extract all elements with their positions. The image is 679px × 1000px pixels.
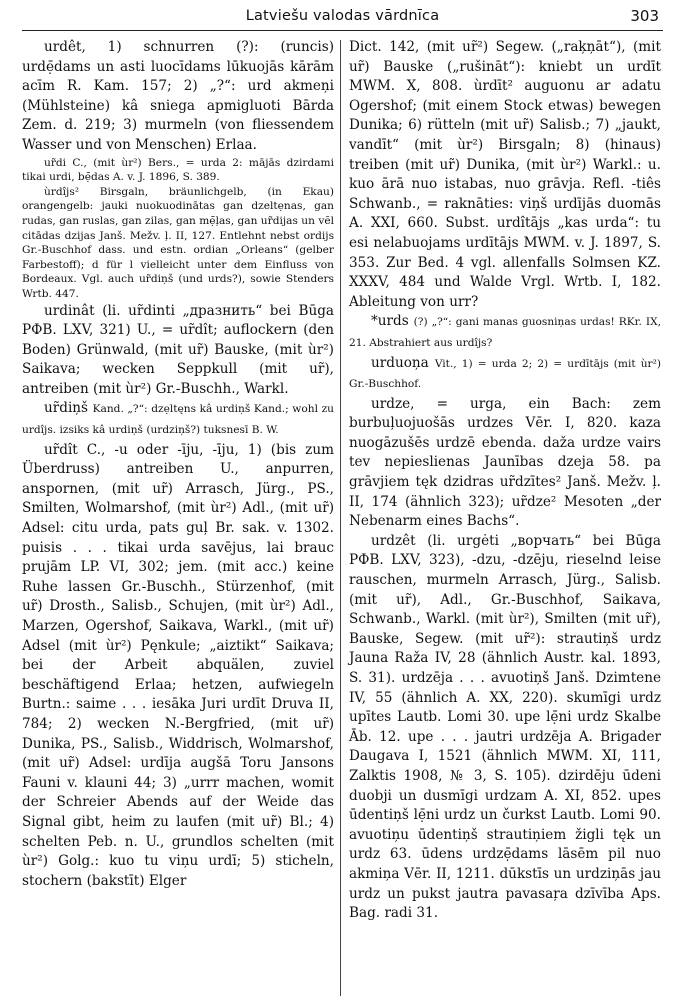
entry-urduona (349, 354, 661, 395)
entry-urdi: ur̃di C., (mit ùr²) Bers., = urda 2: mājās dzirdami tikai urdi, bẹ̄das A. v. J. 1896, S. 389. (22, 156, 334, 184)
entry-urdinat: urdinât (li. ur̃dinti „дразнить“ bei Būga РФВ. LXV, 321) U., = ur̃dît; auflockern (den Boden) Grünwald, (mit ur̃) Bauske, (mit ùr²) Saikava; wecken Seppkull (mit ur̃), antreiben (mit ùr²) Gr.-Buschh., Warkl. (22, 302, 334, 397)
entry-urdins (22, 399, 334, 440)
page-number: 303 (630, 7, 659, 25)
left-column (22, 38, 340, 996)
headword-urdins: ur̃diņš (44, 400, 93, 417)
entry-urds (349, 312, 661, 353)
page-header (22, 0, 663, 36)
running-title: Latviešu valodas vārdnīca (245, 8, 440, 24)
entry-urdzet: urdzêt (li. urgėti „ворчать“ bei Būga РФВ. LXV, 323), -dzu, -dzēju, rieselnd leise rauschen, murmeln Arrasch, Jürg., Salisb. (mit ur̃), Adl., Gr.-Buschhof, Saikava, Schwanb., Warkl. (mit ùr²), Smilten (mit ur̃), Bauske, Segew. (mit ur̃²): strautiņš urdz Jauna Raža IV, 28 (ähnlich Austr. kal. 1893, S. 31). urdzēja . . . avuotiņš Janš. Dzimtene IV, 55 (ähnlich A. XX, 220). skumīgi urdz upītes Lautb. Lomi 30. upe lẹ̄ni urdz Skalbe Āb. 12. upe . . . jautri urdzēja A. Brigader Daugava I, 1521 (ähnlich MWM. XI, 111, Zalktis 1908, № 3, S. 105). dzirdēju ūdeni duobji un dusmīgi urdzam A. XI, 852. upes ūdentiņš lẹ̄ni urdz un čurkst Lautb. Lomi 90. avuotiņu ūdentiņš strautiņiem žigli tęk un urdz 63. ūdens urdzẹ̄dams lāsēm pil nuo akmiņa Vēr. II, 1211. dūkstīs un urdziņās jau urdz un pukst jautra pavasaŗa dzīvība Aps. Bag. radi 31. (349, 532, 661, 922)
entry-urdijs: ùrdîjs² Birsgaln, bräunlichgelb, (in Ekau) orangengelb: jauki nuokuodinātas gan dzeltẹnas, gan rudas, gan ruslas, gan zilas, gan mẹ̄ļas, gan ur̃dijas un vẽl citādas dzijas Janš. Mežv. ļ. II, 127. Entlehnt nebst ordijs Gr.-Buschhof dass. und estn. ordian „Orleans“ (gelber Farbestoff); d für l vielleicht unter dem Einfluss von Bordeaux. Vgl. auch ur̃diņš (und urds?), sowie Stenders Wrtb. 447. (22, 185, 334, 300)
header-rule (22, 30, 663, 31)
entry-urduona-body: Vit., 1) = urda 2; 2) = urdītājs (mit ùr²) Gr.-Buschhof. (349, 357, 661, 391)
entry-urdit-continued: Dict. 142, (mit ur̃²) Segew. („raķņāt“), (mit ur̃) Bauske („rušināt“): kniebt un urdīt MWM. X, 808. ùrdīt² auguonu ar adatu Ogershof; (mit einem Stock etwas) bewegen Dunika; 6) rütteln (mit ur̃) Salisb.; 7) „jaukt, vandīt“ (mit ùr²) Birsgaln; 8) (hinaus) treiben (mit ur̃) Dunika, (mit ùr²) Warkl.: u. kuo ārā nuo istabas, nuo grāvja. Refl. -tiês Schwanb., = raknāties: viņš urdījās duomās A. XXI, 660. Subst. urdîtājs „kas urda“: tu esi nelabuojams urdītājs MWM. v. J. 1897, S. 353. Zur Bed. 4 vgl. allenfalls Solmsen KZ. XXXV, 484 und Walde Vrgl. Wrtb. I, 182. Ableitung von urr? (349, 39, 661, 310)
entry-urdze: urdze, = urga, ein Bach: zem burbuļuojuošās urdzes Vēr. I, 820. kaza nuogāzušēs urdzē ebenda. daža urdze vairs tev nepieslienas Jaunības dzeja 58. pa grāvjiem tęk dzidras ur̃dzītes² Janš. Mežv. ļ. II, 174 (ähnlich 323); ur̃dze² Mesoten „der Nebenarm eines Bachs“. (349, 395, 661, 530)
two-column-body (22, 38, 663, 996)
entry-urds-body: (?) „?“: gani manas guosniņas urdas! RKr. IX, 21. Abstrahiert aus urdîjs? (349, 316, 661, 349)
right-column (341, 38, 661, 996)
headword-urds: *urds (371, 313, 414, 330)
entry-urdet: urdêt, 1) schnurren (?): (runcis) urdẹ̄dams un asti luocīdams lūkuojās kārām acīm R. Kam. 157; 2) „?“: urd akmeņi (Mühlsteine) kâ sniega apmigluoti Bārda Zem. d. 219; 3) murmeln (von fliessendem Wasser und von Menschen) Erlaa. (22, 39, 334, 153)
entry-urdins-body: Kand. „?“: dzẹltęns kâ urdiņš Kand.; wohl zu urdîjs. izsiks kâ urdiņš (urdziņš?) tuksnesī B. W. (22, 403, 334, 437)
entry-urdit: ur̃dît C., -u oder -īju, -īju, 1) (bis zum Überdruss) antreiben U., anpurren, anspornen, (mit ur̃) Arrasch, Jürg., PS., Smilten, Wolmarshof, (mit ùr²) Adl., (mit ur̃) Adsel: citu urda, pats guļ Br. sak. v. 1302. puisis . . . tikai urda savējus, lai brauc prujām LP. VI, 302; jem. (mit acc.) keine Ruhe lassen Gr.-Buschh., Stürzenhof, (mit ur̃) Drosth., Salisb., Schujen, (mit ùr²) Adl., Marzen, Ogershof, Saikava, Warkl., (mit ur̃) Adsel (mit ùr²) Pęnkule; „aiztikt“ Saikava; bei der Arbeit abquälen, zuviel beschäftigend Erlaa; hetzen, aufwiegeln Burtn.: saime . . . iesāka Juri urdīt Druva II, 784; 2) wecken N.-Bergfried, (mit ur̃) Dunika, PS., Salisb., Widdrisch, Wolmarshof, (mit ur̃) Adsel: urdīja augšā Toru Jansons Fauni v. klauni 44; 3) „urrr machen, womit der Schreier Abends auf der Weide das Signal gibt, heim zu laufen (mit ur̃) Bl.; 4) schelten Peb. n. U., grundlos schelten (mit ùr²) Golg.: kuo tu viņu urdī; 5) sticheln, stochern (bakstīt) Elger (22, 441, 334, 889)
headword-urduona: urduoņa (371, 354, 435, 371)
